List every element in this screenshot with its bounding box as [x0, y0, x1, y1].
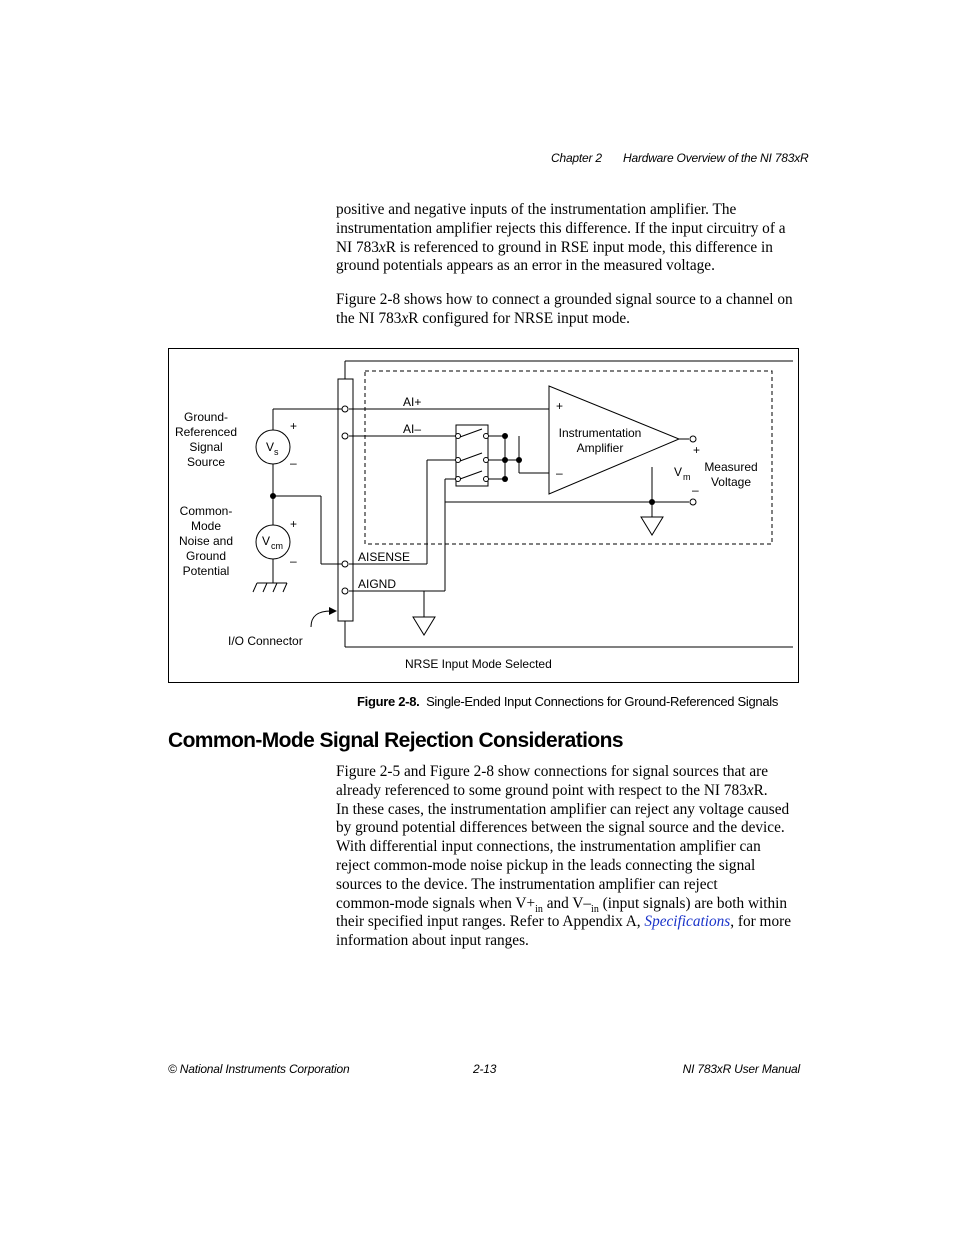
intro-paragraph-2: Figure 2-8 shows how to connect a grounded signal source to a channel on the NI 783xR configured for NRSE input mode.	[336, 291, 793, 327]
vcm-plus: +	[290, 517, 298, 531]
vm-minus: –	[692, 483, 699, 497]
running-header-title	[623, 151, 809, 165]
io-connector-label: I/O Connector	[228, 634, 303, 648]
vcm-subscript: cm	[271, 541, 283, 551]
device-boundary	[365, 371, 772, 544]
instrumentation-amplifier-symbol	[549, 386, 679, 494]
io-connector-pointer	[311, 611, 331, 627]
header-title-prefix: Hardware Overview of the NI 783	[623, 151, 795, 165]
amp-label-line1: Instrumentation	[558, 426, 642, 440]
vm-plus: +	[693, 443, 701, 457]
terminal-aisense	[342, 561, 348, 567]
aignd-label: AIGND	[358, 577, 397, 591]
source-label-line4: Source	[186, 455, 226, 469]
ai-minus-label: AI–	[403, 422, 422, 436]
terminal-vm-minus	[690, 499, 696, 505]
specifications-link[interactable]: Specifications	[644, 913, 731, 931]
footer-left: © National Instruments Corporation	[168, 1062, 350, 1076]
source-label-line1: Ground-	[183, 410, 229, 424]
vs-label: V	[266, 440, 275, 454]
circuit-diagram	[169, 349, 800, 684]
io-connector-strip	[338, 379, 353, 621]
vcm-label: V	[262, 534, 271, 548]
footer-page-number: 2-13	[473, 1062, 497, 1076]
footer-right: NI 783xR User Manual	[682, 1062, 800, 1076]
vs-plus: +	[290, 419, 298, 433]
aisense-label: AISENSE	[358, 550, 411, 564]
source-label-line3: Signal	[189, 440, 223, 454]
amp-minus: –	[556, 466, 563, 480]
cm-label-line5: Potential	[182, 564, 230, 578]
vm-subscript: m	[683, 472, 691, 482]
cm-label-line3: Noise and	[178, 534, 234, 548]
mode-selected-label: NRSE Input Mode Selected	[405, 657, 552, 671]
terminal-ai-plus	[342, 406, 348, 412]
amp-plus: +	[556, 399, 564, 413]
intro-paragraph-1: positive and negative inputs of the instrumentation amplifier. The instrumentation amplifier rejects this difference. If the input circuitry of a NI 783xR is referenced to ground in RSE input mode, this difference in ground potentials appears as an error in the measured voltage.	[336, 201, 786, 275]
figure-2-8-diagram	[168, 348, 799, 683]
vm-label: V	[674, 465, 683, 479]
figure-caption-text: Single-Ended Input Connections for Ground-Referenced Signals	[426, 694, 779, 709]
section-paragraph: Figure 2-5 and Figure 2-8 show connections for signal sources that are already referenced to some ground point with respect to the NI 783xR. In these cases, the instrumentation amplifier can reject any voltage caused by ground potential differences between the signal source and the device. With differential input connections, the instrumentation amplifier can reject common-mode noise pickup in the leads connecting the signal sources to the device. The instrumentation amplifier can reject common-mode signals when $V+_{in}$ and $V-_{in}$ (input signals) are both within their specified input ranges. Refer to Appendix A, Specifications, for more information about input ranges.	[336, 763, 791, 950]
vcm-minus: –	[290, 554, 297, 568]
aignd-ground-icon	[413, 617, 435, 635]
cm-label-line4: Ground	[185, 549, 227, 563]
vs-minus: –	[290, 456, 297, 470]
terminal-vm-plus	[690, 436, 696, 442]
header-chapter: Chapter 2	[551, 151, 602, 165]
measured-label-line1: Measured	[704, 460, 758, 474]
header-title-x: x	[794, 151, 801, 165]
cm-label-line1: Common-	[179, 504, 233, 518]
running-header	[551, 151, 602, 165]
cm-label-line2: Mode	[190, 519, 222, 533]
measured-label-line2: Voltage	[710, 475, 752, 489]
figure-caption-label: Figure 2-8.	[357, 694, 420, 709]
amplifier-ground-icon	[641, 517, 663, 535]
source-label-line2: Referenced	[174, 425, 238, 439]
section-heading: Common-Mode Signal Rejection Considerations	[168, 729, 623, 752]
terminal-aignd	[342, 588, 348, 594]
figure-caption	[357, 694, 778, 709]
amp-label-line2: Amplifier	[576, 441, 624, 455]
mode-switch-block	[456, 425, 488, 486]
vs-subscript: s	[274, 447, 279, 457]
header-title-suffix: R	[800, 151, 809, 165]
ai-plus-label: AI+	[403, 395, 422, 409]
terminal-ai-minus	[342, 433, 348, 439]
